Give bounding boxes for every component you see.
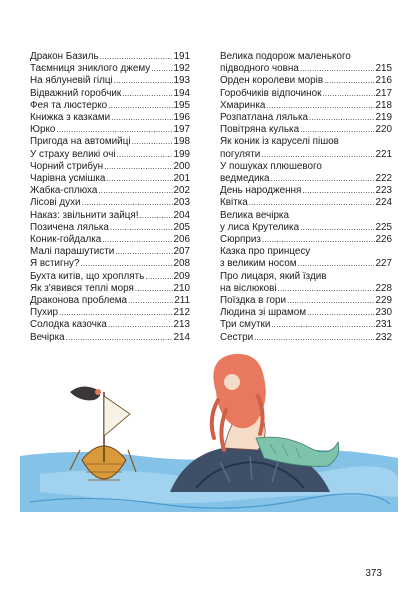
toc-entry-page: 221 [375,148,392,160]
toc-entry-page: 196 [173,112,190,124]
toc-entry-page: 231 [375,319,392,331]
toc-line [30,271,190,283]
toc-entry-page: 191 [173,51,190,62]
toc-entry [220,271,392,295]
toc-entry-title: Драконова проблема [30,295,127,307]
toc-entry [30,51,190,63]
toc-entry-page: 220 [375,124,392,136]
toc-entry-title: День народження [220,185,302,197]
toc-entry-title: У страху великі очі [30,148,116,160]
toc-entry-page: 227 [375,258,392,270]
toc-entry-page: 217 [375,87,392,99]
toc-line [220,124,392,136]
toc-line [220,63,392,75]
toc-leader-dots [300,222,374,234]
toc-entry [220,75,392,87]
toc-line [30,197,190,209]
toc-entry [220,136,392,160]
toc-line [220,100,392,112]
toc-entry-page: 201 [173,173,190,185]
toc-entry [220,319,392,331]
toc-entry-title: Солодка казочка [30,319,107,331]
toc-entry [30,295,190,307]
toc-leader-dots [271,173,375,185]
toc-entry-title: Пригода на автомийці [30,136,131,148]
toc-entry [30,112,190,124]
toc-entry [30,185,190,197]
toc-entry-page: 222 [375,173,392,185]
toc-line [30,307,190,319]
toc-leader-dots [111,112,172,124]
toc-entry-title: Чорний стрибун [30,160,104,172]
toc-line [220,88,392,100]
toc-line [220,246,392,258]
toc-leader-dots [82,197,173,209]
toc-line [30,149,190,161]
toc-leader-dots [132,136,173,148]
toc-entry [30,100,190,112]
toc-entry-page: 228 [375,282,392,294]
toc-leader-dots [266,100,374,112]
toc-leader-dots [108,319,173,331]
toc-entry [220,307,392,319]
toc-entry-page: 232 [375,331,392,343]
toc-line [220,210,392,222]
toc-leader-dots [298,258,375,270]
toc-line [30,246,190,258]
toc-line [30,100,190,112]
toc-entry [220,246,392,270]
toc-entry-title: Орден королеви морів [220,75,324,87]
toc-entry-title: Позичена лялька [30,221,109,233]
toc-entry-title: Книжка з казками [30,112,111,124]
toc-leader-dots [139,210,172,222]
toc-leader-dots [80,258,172,270]
toc-entry [30,258,190,270]
toc-entry-title: підводного човна [220,63,299,75]
toc-line [220,112,392,124]
toc-line [220,283,392,295]
toc-entry [30,197,190,209]
toc-entry [30,332,190,344]
toc-line [220,271,392,283]
toc-entry-title: Три смутки [220,319,271,331]
toc-entry [30,149,190,161]
toc-leader-dots [106,173,172,185]
toc-line [30,112,190,124]
toc-leader-dots [122,88,172,100]
toc-line [220,295,392,307]
toc-leader-dots [254,332,374,344]
toc-entry [30,136,190,148]
toc-entry-title: у лиса Крутелика [220,221,300,233]
toc-entry [220,210,392,234]
toc-leader-dots [300,124,374,136]
toc-line [30,258,190,270]
toc-entry-page: 229 [375,295,392,307]
toc-leader-dots [66,332,173,344]
toc-entry-title: Горобчиків відпочинок [220,87,322,99]
toc-entry-page: 192 [173,63,190,75]
toc-entry-page: 224 [375,197,392,209]
toc-entry-page: 200 [173,160,190,172]
toc-leader-dots [322,88,374,100]
toc-line [30,283,190,295]
toc-entry-page: 214 [173,331,190,343]
page-number: 373 [365,568,382,579]
toc-line [30,319,190,331]
toc-entry [220,124,392,136]
toc-entry-title: На яблуневій гілці [30,75,113,87]
toc-entry-title: Юрко [30,124,56,136]
toc-line [220,173,392,185]
toc-line [220,319,392,331]
toc-entry-title: Людина зі шрамом [220,307,307,319]
toc-entry-title: на віслюкові [220,282,277,294]
toc-line [220,149,392,161]
toc-entry-page: 226 [375,234,392,246]
toc-entry-title: погуляти [220,148,261,160]
toc-entry-title: Коник-гойдалка [30,234,102,246]
toc-entry-title: Фея та люстерко [30,99,108,111]
toc-entry-title: Вечірка [30,331,65,343]
toc-line [220,222,392,234]
toc-entry-title: Сестри [220,331,254,343]
toc-entry-title: Пухир [30,307,58,319]
toc-entry-page: 193 [173,75,190,87]
toc-entry-page: 212 [173,307,190,319]
toc-entry-page: 205 [173,221,190,233]
toc-entry [220,295,392,307]
toc-line [220,136,392,148]
toc-line [30,88,190,100]
toc-entry [220,161,392,185]
toc-entry-title: Як з'явився теплі моря [30,282,134,294]
toc-entry [30,161,190,173]
toc-entry [220,51,392,75]
toc-entry-page: 202 [173,185,190,197]
toc-leader-dots [56,124,172,136]
toc-line [30,210,190,222]
toc-leader-dots [324,75,374,87]
toc-leader-dots [302,185,374,197]
toc-entry [220,112,392,124]
toc-entry-title: Малі парашутисти [30,246,115,258]
toc-column-right [220,51,392,344]
toc-leader-dots [114,75,173,87]
toc-entry-title: Дракон Базиль [30,51,99,62]
toc-entry [30,271,190,283]
toc-entry-page: 211 [174,295,190,307]
toc-line [220,185,392,197]
toc-entry [30,283,190,295]
toc-column-left [30,51,190,344]
toc-leader-dots [261,149,374,161]
toc-leader-dots [135,283,173,295]
toc-leader-dots [271,319,374,331]
toc-line [220,234,392,246]
toc-entry-page: 213 [173,319,190,331]
toc-line [220,258,392,270]
toc-line [220,161,392,173]
toc-entry [220,88,392,100]
toc-line [30,222,190,234]
toc-line [30,185,190,197]
toc-entry-page: 223 [375,185,392,197]
toc-entry [30,222,190,234]
toc-entry [220,197,392,209]
toc-entry-title: Жабка-сплюха [30,185,98,197]
toc-entry [220,100,392,112]
toc-entry-title: Поїздка в гори [220,295,287,307]
toc-entry-title: Квітка [220,197,248,209]
toc-leader-dots [104,161,172,173]
toc-entry [30,307,190,319]
toc-line [30,295,190,307]
mermaid-illustration [20,352,398,512]
toc-entry-title: Наказ: звільнити зайця! [30,209,139,221]
toc-entry-page: 216 [375,75,392,87]
toc-entry-title: Казка про принцесу [220,246,311,258]
toc-line [220,51,392,63]
toc-line [30,51,190,63]
toc-entry [30,246,190,258]
toc-entry-page: 230 [375,307,392,319]
toc-entry-title: Розпатлана лялька [220,112,308,124]
toc-leader-dots [115,246,172,258]
toc-entry [30,124,190,136]
toc-entry-page: 215 [375,63,392,75]
toc-line [220,332,392,344]
toc-line [30,63,190,75]
toc-entry-page: 206 [173,234,190,246]
toc-entry-page: 219 [375,112,392,124]
toc-entry-page: 203 [173,197,190,209]
toc-leader-dots [278,283,375,295]
toc-line [220,75,392,87]
toc-leader-dots [100,51,173,63]
toc-entry-title: У пошуках плюшевого [220,160,322,172]
toc-line [30,161,190,173]
toc-entry-title: Відважний горобчик [30,87,122,99]
toc-entry [30,63,190,75]
toc-leader-dots [307,307,374,319]
toc-entry-title: Повітряна кулька [220,124,300,136]
toc-entry [30,234,190,246]
toc-leader-dots [309,112,375,124]
toc-entry-page: 204 [173,209,190,221]
toc-entry [30,319,190,331]
toc-leader-dots [249,197,375,209]
toc-leader-dots [300,63,375,75]
toc-entry [30,210,190,222]
toc-entry-title: Як коник із каруселі пішов [220,136,339,148]
toc-entry [220,185,392,197]
toc-line [30,75,190,87]
toc-line [30,173,190,185]
toc-leader-dots [145,271,172,283]
toc-entry [220,234,392,246]
toc-line [30,234,190,246]
toc-leader-dots [59,307,173,319]
toc-leader-dots [98,185,172,197]
toc-entry-title: Велика вечірка [220,209,289,221]
toc-line [30,332,190,344]
toc-entry-title: ведмедика [220,173,270,185]
toc-line [30,136,190,148]
toc-line [220,307,392,319]
toc-leader-dots [110,222,173,234]
toc-entry-page: 210 [173,282,190,294]
toc-entry-title: Сюрприз [220,234,261,246]
toc-entry-title: Я встигну? [30,258,80,270]
toc-leader-dots [102,234,172,246]
toc-line [30,124,190,136]
toc-leader-dots [262,234,375,246]
toc-line [220,197,392,209]
toc-entry-page: 198 [173,136,190,148]
toc-entry-page: 225 [375,221,392,233]
toc-entry-page: 194 [173,87,190,99]
toc-entry [220,332,392,344]
toc-entry-page: 197 [173,124,190,136]
toc-leader-dots [151,63,172,75]
toc-entry-title: Бухта китів, що хроплять [30,270,145,282]
toc-entry-title: Хмаринка [220,99,266,111]
toc-leader-dots [287,295,374,307]
toc-entry [30,75,190,87]
toc-entry-page: 199 [173,148,190,160]
toc-leader-dots [108,100,172,112]
toc-entry [30,88,190,100]
toc-entry-title: Чарівна усмішка [30,173,106,185]
toc-entry-page: 195 [173,99,190,111]
toc-entry [30,173,190,185]
toc-leader-dots [117,149,173,161]
toc-entry-page: 209 [173,270,190,282]
toc-entry-page: 208 [173,258,190,270]
toc-entry-title: Таємниця зниклого джему [30,63,151,75]
toc-entry-title: Про лицаря, який їздив [220,270,327,282]
toc-entry-title: з великим носом [220,258,297,270]
toc-entry-page: 218 [375,99,392,111]
toc-entry-title: Лісові духи [30,197,81,209]
toc-entry-title: Велика подорож маленького [220,51,351,62]
toc-entry-page: 207 [173,246,190,258]
toc-leader-dots [128,295,173,307]
